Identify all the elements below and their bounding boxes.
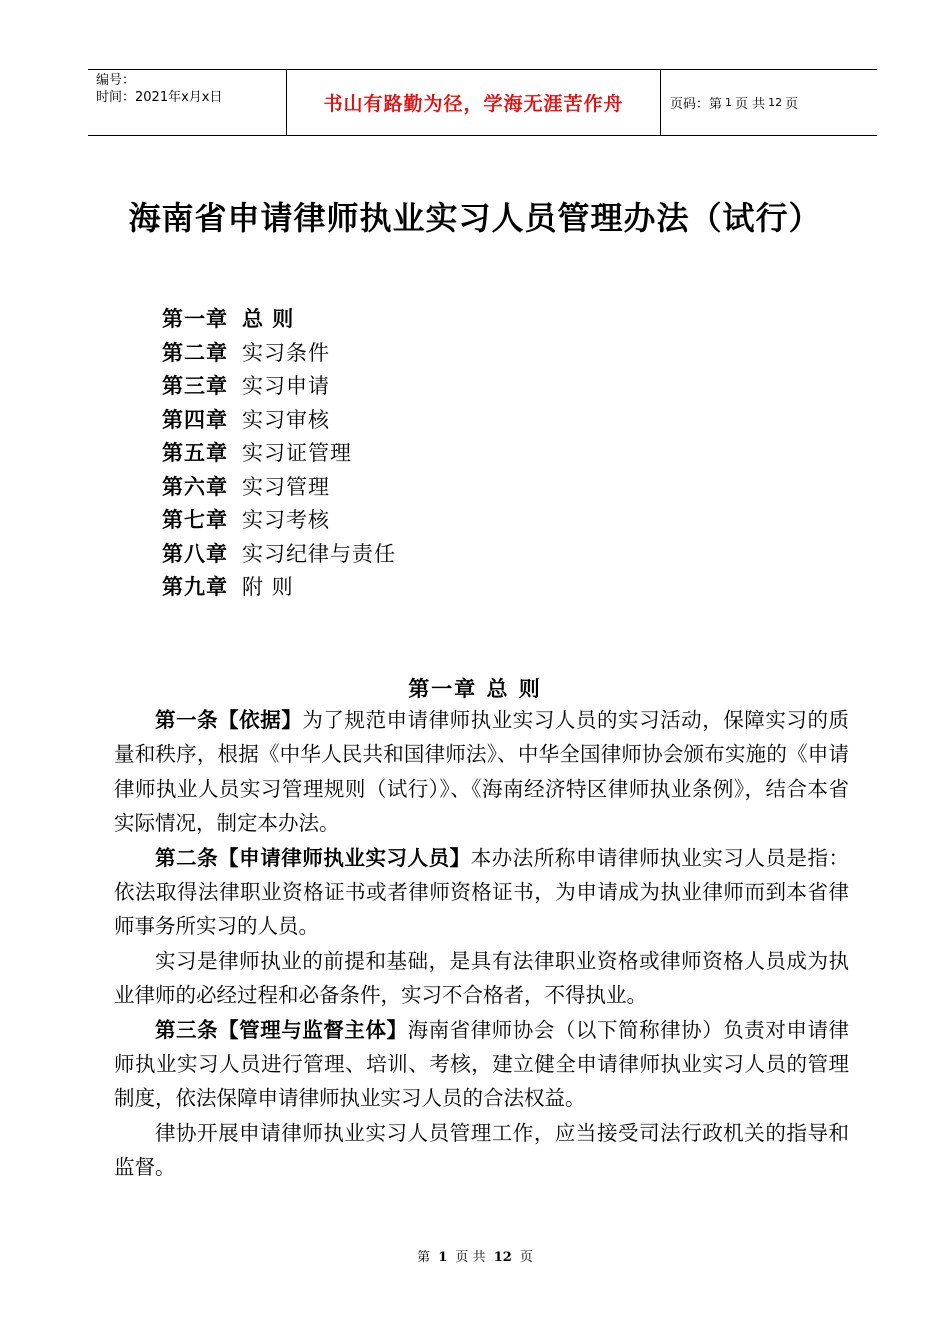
toc-chapter: 第二章 bbox=[162, 340, 228, 365]
toc-chapter: 第八章 bbox=[162, 541, 228, 566]
toc-item bbox=[162, 437, 396, 471]
header-motto-cell bbox=[287, 70, 661, 135]
toc-name: 实习证管理 bbox=[242, 441, 352, 465]
header-page-mid: 页 共 bbox=[735, 97, 766, 112]
toc-name: 实习考核 bbox=[242, 508, 330, 532]
toc-name: 实习纪律与责任 bbox=[242, 541, 396, 566]
toc-name: 实习管理 bbox=[242, 474, 330, 499]
toc-chapter: 第九章 bbox=[162, 575, 228, 599]
article-text: 为了规范申请律师执业实习人员的实习活动，保障实习的质量和秩序，根据《中华人民共和国律师法》、中华全国律师协会颁布实施的《申请律师执业人员实习管理规则（试行）》、《海南经济特区律师执业条例》，结合本省实际情况，制定本办法。 bbox=[114, 708, 849, 836]
toc-item bbox=[162, 471, 396, 505]
header-page-prefix: 页码：第 bbox=[670, 97, 723, 112]
time-label: 时间：2021年x月x日 bbox=[96, 90, 223, 105]
article-lead: 第一条【依据】 bbox=[155, 708, 303, 732]
toc-item bbox=[162, 571, 396, 605]
article-text: 海南省律师协会（以下简称律协）负责对申请律师执业实习人员进行管理、培训、考核，建立健全申请律师执业实习人员的管理制度，依法保障申请律师执业实习人员的合法权益。 bbox=[114, 1017, 849, 1111]
document-title: 海南省申请律师执业实习人员管理办法（试行） bbox=[128, 199, 822, 237]
page-header bbox=[88, 69, 877, 136]
footer-suffix: 页 bbox=[519, 1250, 533, 1265]
toc-name: 总 则 bbox=[242, 307, 295, 331]
toc-item bbox=[162, 404, 396, 438]
toc-chapter: 第五章 bbox=[162, 441, 228, 465]
toc-item bbox=[162, 370, 396, 404]
footer-prefix: 第 bbox=[417, 1250, 431, 1265]
toc-name: 附 则 bbox=[242, 575, 294, 599]
table-of-contents bbox=[162, 303, 396, 605]
toc-name: 实习申请 bbox=[242, 374, 330, 398]
article-paragraph bbox=[114, 841, 849, 944]
toc-chapter: 第三章 bbox=[162, 374, 228, 398]
toc-chapter: 第四章 bbox=[162, 407, 228, 432]
header-meta-cell bbox=[88, 70, 287, 135]
article-lead: 第二条【申请律师执业实习人员】 bbox=[155, 845, 471, 870]
serial-label: 编号： bbox=[96, 73, 136, 88]
toc-chapter: 第一章 bbox=[162, 307, 228, 331]
toc-chapter: 第六章 bbox=[162, 474, 228, 499]
header-page-total: 12 bbox=[768, 96, 783, 109]
article-lead: 第三条【管理与监督主体】 bbox=[155, 1017, 408, 1042]
header-page-suffix: 页 bbox=[785, 97, 799, 112]
page-footer bbox=[0, 1246, 950, 1265]
footer-mid: 页 共 bbox=[455, 1250, 486, 1265]
header-motto: 书山有路勤为径，学海无涯苦作舟 bbox=[323, 93, 624, 115]
footer-page-current: 1 bbox=[438, 1250, 448, 1265]
chapter-body bbox=[114, 703, 849, 1185]
toc-item bbox=[162, 303, 396, 337]
toc-chapter: 第七章 bbox=[162, 508, 228, 532]
article-text: 本办法所称申请律师执业实习人员是指：依法取得法律职业资格证书或者律师资格证书，为申请成为执业律师而到本省律师事务所实习的人员。 bbox=[114, 845, 849, 939]
article-text: 实习是律师执业的前提和基础，是具有法律职业资格或律师资格人员成为执业律师的必经过程和必备条件，实习不合格者，不得执业。 bbox=[114, 948, 849, 1008]
toc-name: 实习审核 bbox=[242, 407, 330, 432]
article-paragraph bbox=[114, 703, 849, 841]
article-paragraph bbox=[114, 944, 849, 1013]
header-page-current: 1 bbox=[725, 96, 733, 109]
article-paragraph bbox=[114, 1116, 849, 1185]
toc-item bbox=[162, 504, 396, 538]
article-paragraph bbox=[114, 1013, 849, 1116]
footer-page-total: 12 bbox=[493, 1250, 512, 1265]
article-text: 律协开展申请律师执业实习人员管理工作，应当接受司法行政机关的指导和监督。 bbox=[114, 1120, 849, 1180]
toc-item bbox=[162, 337, 396, 371]
header-page-cell bbox=[661, 70, 877, 135]
chapter-heading: 第一章 总 则 bbox=[408, 677, 542, 701]
toc-item bbox=[162, 538, 396, 572]
toc-name: 实习条件 bbox=[242, 340, 330, 365]
